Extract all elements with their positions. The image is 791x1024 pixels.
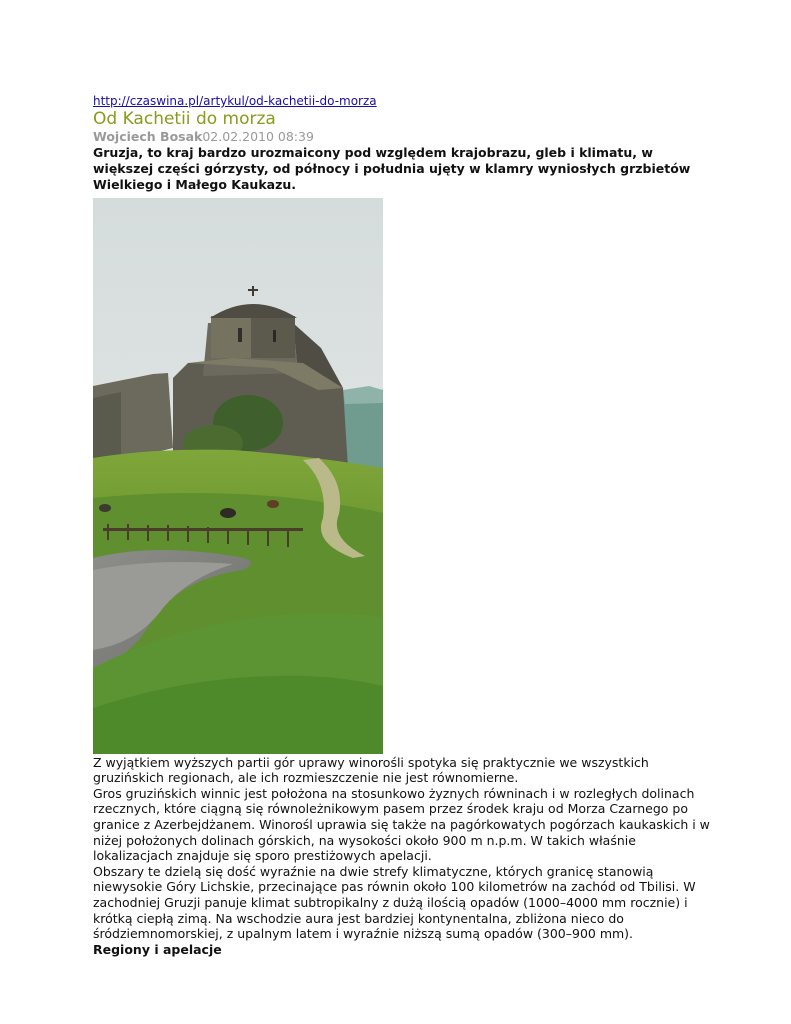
church-landscape-photo	[93, 198, 383, 754]
article-title: Od Kachetii do morza	[93, 109, 276, 129]
publish-datetime: 02.02.2010 08:39	[202, 129, 314, 144]
article-lead: Gruzja, to kraj bardzo urozmaicony pod względem krajobrazu, gleb i klimatu, w większej części górzysty, od północy i południa ujęty w klamry wyniosłych grzbietów Wielkiego i Małego Kaukazu.	[93, 145, 691, 193]
article-url-link[interactable]: http://czaswina.pl/artykul/od-kachetii-do-morza	[93, 94, 377, 108]
article-body	[93, 755, 713, 942]
section-heading: Regiony i apelacje	[93, 941, 222, 957]
article-paragraph: Gros gruzińskich winnic jest położona na stosunkowo żyznych równinach i w rozległych dolinach rzecznych, które ciągną się równoleżnikowym pasem przez środek kraju od Morza Czarnego po granice z Azerbejdżanem. Winorośl uprawia się także na pagórkowatych pogórzach kaukaskich i w niżej położonych dolinach górskich, na wysokości około 900 m n.p.m. W takich właśnie lokalizacjach znajduje się sporo prestiżowych apelacji.	[93, 785, 710, 864]
article-meta	[93, 129, 713, 145]
article	[93, 94, 713, 957]
article-paragraph: Obszary te dzielą się dość wyraźnie na dwie strefy klimatyczne, których granicę stanowią niewysokie Góry Lichskie, przecinające pas równin około 100 kilometrów na zachód od Tbilisi. W zachodniej Gruzji panuje klimat subtropikalny z dużą ilością opadów (1000–4000 mm rocznie) i krótką ciepłą zimą. Na wschodzie aura jest bardziej kontynentalna, zbliżona nieco do śródziemnomorskiej, z upalnym latem i wyraźnie niższą sumą opadów (300–900 mm).	[93, 863, 696, 942]
article-paragraph: Z wyjątkiem wyższych partii gór uprawy winorośli spotyka się praktycznie we wszystkich gruzińskich regionach, ale ich rozmieszczenie nie jest równomierne.	[93, 754, 649, 786]
author-name: Wojciech Bosak	[93, 129, 203, 144]
